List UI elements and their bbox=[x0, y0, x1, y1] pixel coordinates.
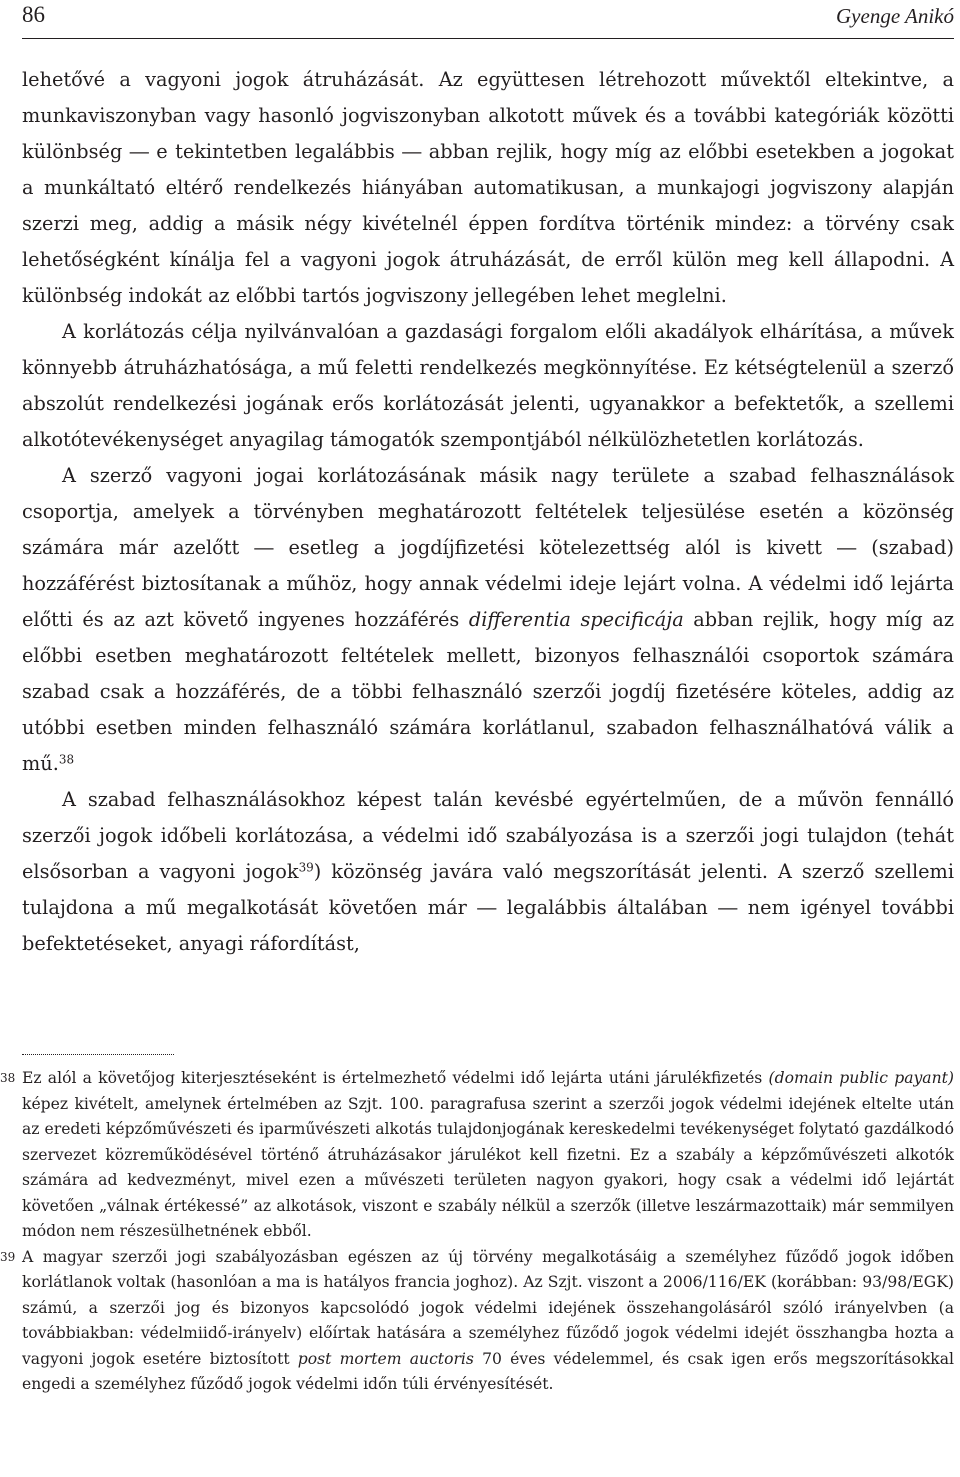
footnote-39-number: 39 bbox=[0, 1249, 16, 1264]
paragraph-1 bbox=[22, 62, 954, 314]
footnote-39-text-b: 70 éves védelemmel, és csak igen erős megszorításokkal engedi a személyhez fűződő jogok védelmi időn túli érvényesítését. bbox=[22, 1349, 955, 1393]
paragraph-1-text: lehetővé a vagyoni jogok átruházását. Az együttesen létrehozott művektől eltekintve, a munkaviszonyban vagy hasonló jogviszonyban alkotott művek és a további kategóriák közötti különbség ― e tekintetben legalábbis ― abban rejlik, hogy míg az előbbi esetekben a jogokat a munkáltató eltérő rendelkezés hiányában automatikusan, a munkajogi jogviszony alapján szerzi meg, addig a másik négy kivételnél éppen fordítva történik mindez: a törvény csak lehetőségként kínálja fel a vagyoni jogok átruházását, de erről külön meg kell állapodni. A különbség indokát az előbbi tartós jogviszony jellegében lehet meglelni. bbox=[22, 68, 954, 307]
footnote-38-text-a: Ez alól a követőjog kiterjesztéseként is értelmezhető védelmi idő lejárta utáni járulékfizetés bbox=[22, 1069, 769, 1087]
footnote-38-number: 38 bbox=[0, 1071, 16, 1085]
page-number: 86 bbox=[22, 2, 45, 27]
footnote-38 bbox=[0, 1066, 954, 1245]
paragraph-4 bbox=[22, 782, 954, 962]
footnote-39-text-a: A magyar szerzői jogi szabályozásban egészen az új törvény megalkotásáig a személyhez fűződő jogok időben korlátlanok voltak (hasonlóan a ma is hatályos francia joghoz). Az Szjt. viszont a 2006/116/EK (korábban: 93/98/EGK) számú, a szerzői jog és bizonyos kapcsolódó jogok védelmi idejének összehangolásáról szóló irányelvben (a továbbiakban: védelmiidő-irányelv) előírtak hatására a személyhez fűződő jogok védelmi idejét összhangba hozta a vagyoni jogok esetére biztosított bbox=[22, 1247, 954, 1368]
footnote-ref-38[interactable]: 38 bbox=[58, 752, 75, 767]
running-head-author: Gyenge Anikó bbox=[836, 4, 954, 28]
footnote-39-italic: post mortem auctoris bbox=[297, 1349, 474, 1368]
paragraph-2-text: A korlátozás célja nyilvánvalóan a gazdasági forgalom előli akadályok elhárítása, a művek könnyebb átruházhatósága, a mű feletti rendelkezés megkönnyítése. Ez kétségtelenül a szerző abszolút rendelkezési jogának erős korlátozását jelenti, ugyanakkor a befektetők, a szellemi alkotótevékenységet anyagilag támogatók szempontjából nélkülözhetetlen korlátozás. bbox=[22, 320, 954, 451]
footnote-38-text-b: képez kivételt, amelynek értelmében az Szjt. 100. paragrafusa szerint a szerzői jogok védelmi idejének eltelte után az eredeti képzőművészeti és iparművészeti alkotás tulajdonjogának kereskedelmi tevékenységet folytató gazdálkodó szervezet közreműködésével történő átruházásakor járulékot kell fizetni. Ez a szabály a képzőművészeti alkotók számára ad kedvezményt, mivel ezen a művészeti területen nagyon gyakori, hogy csak a védelmi idő lejártát követően „válnak értékessé” az alkotások, viszont e szabály nélkül a szerzők (illetve leszármazottaik) már semmilyen módon nem részesülhetnének ebből. bbox=[22, 1094, 954, 1240]
paragraph-3-text-a: A szerző vagyoni jogai korlátozásának másik nagy területe a szabad felhasználások csoportja, amelyek a törvényben meghatározott feltételek teljesülése esetén a közönség számára már azelőtt ― esetleg a jogdíjfizetési kötelezettség alól is kivett ― (szabad) hozzáférést biztosítanak a műhöz, hogy annak védelmi ideje lejárt volna. A védelmi idő lejárta előtti és az azt követő ingyenes hozzáférés bbox=[22, 464, 954, 631]
footnotes bbox=[0, 1066, 955, 1398]
page-header bbox=[22, 0, 954, 39]
paragraph-4-text-a: A szabad felhasználásokhoz képest talán kevésbé egyértelműen, de a művön fennálló szerzői jogok időbeli korlátozása, a védelmi idő szabályozása is a szerzői jogi tulajdon (tehát elsősorban a vagyoni jogok bbox=[22, 788, 954, 883]
paragraph-3-italic-term: differentia specificája bbox=[468, 608, 684, 631]
paragraph-3 bbox=[22, 458, 954, 782]
paragraph-2 bbox=[22, 314, 954, 458]
footnote-ref-39[interactable]: 39 bbox=[298, 860, 314, 875]
body-text bbox=[22, 62, 954, 962]
footnote-38-italic: (domain public payant) bbox=[768, 1069, 954, 1087]
footnote-39 bbox=[0, 1245, 955, 1398]
footnote-separator bbox=[22, 1054, 174, 1055]
paragraph-4-text-b: ) közönség javára való megszorítását jelenti. A szerző szellemi tulajdona a mű megalkotását követően már ― legalábbis általában ― nem igényel további befektetéseket, anyagi ráfordítást, bbox=[22, 860, 954, 955]
paragraph-3-text-b: abban rejlik, hogy míg az előbbi esetben meghatározott feltételek mellett, bizonyos felhasználói csoportok számára szabad csak a hozzáférés, de a többi felhasználó szerzői jogdíj fizetésére köteles, addig az utóbbi esetben minden felhasználó számára korlátlanul, szabadon felhasználhatóvá válik a mű. bbox=[22, 608, 954, 775]
